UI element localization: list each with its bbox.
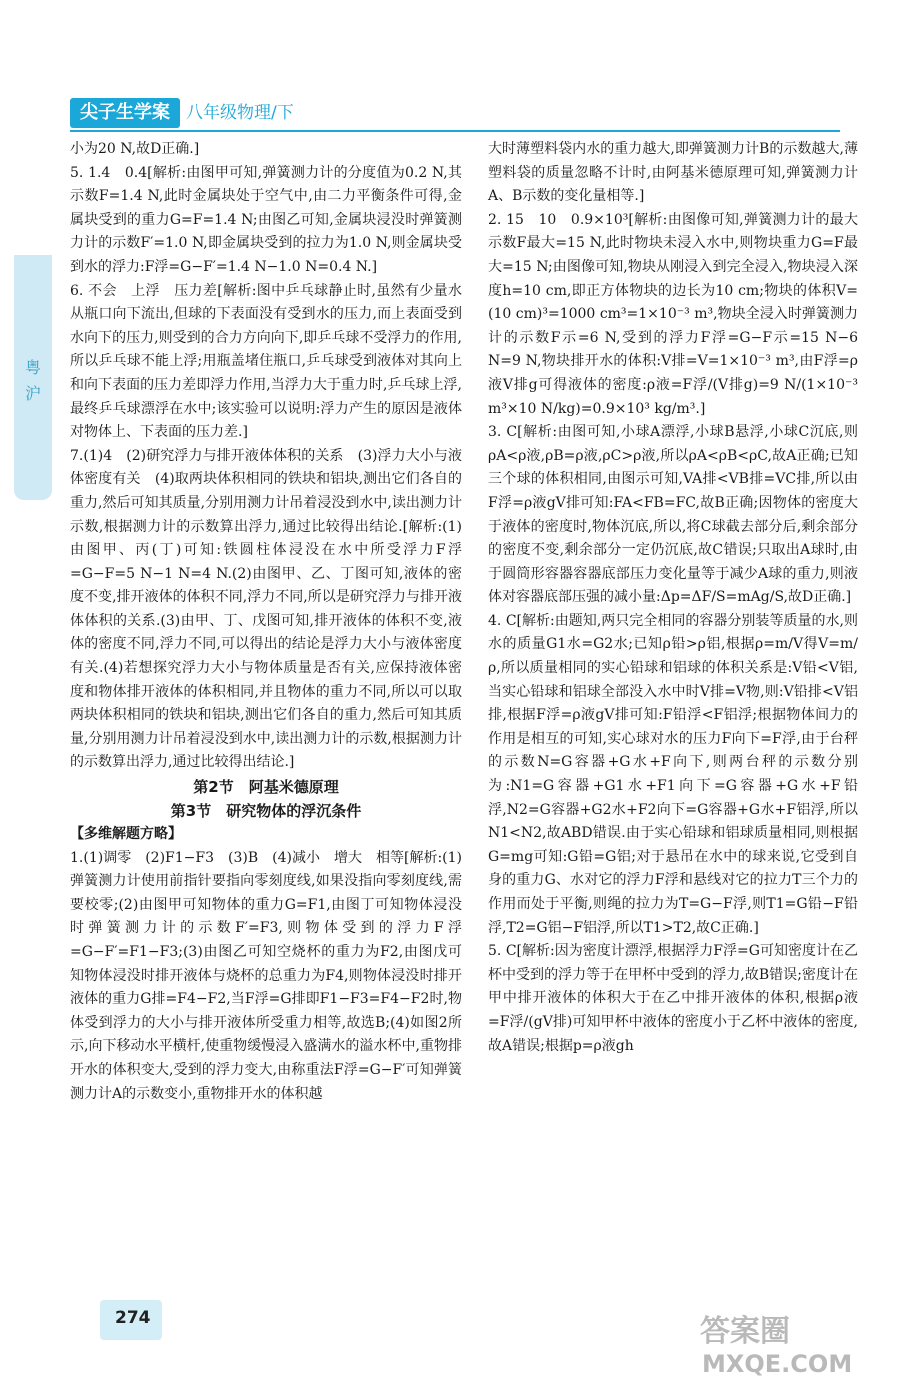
answer-5-right: 5. C[解析:因为密度计漂浮,根据浮力F浮=G可知密度计在乙杯中受到的浮力等于在甲杯中受到的浮力,故B错误;密度计在甲中排开液体的体积大于在乙中排开液体的体积,根据ρ液=F浮/(gV排)可知甲杯中液体的密度小于乙杯中液体的密度,故A错误;根据p=ρ液gh bbox=[488, 943, 858, 1054]
answer-1-continuation: 大时薄塑料袋内水的重力越大,即弹簧测力计B的示数越大,薄塑料袋的质量忽略不计时,由阿基米德原理可知,弹簧测力计A、B示数的变化量相等.] bbox=[488, 141, 858, 205]
answer-1: 1.(1)调零 (2)F1−F3 (3)B (4)减小 增大 相等[解析:(1)弹簧测力计使用前指针要指向零刻度线,如果没指向零刻度线,需要校零;(2)由图甲可知物体的重力G=F1,由图丁可知物体浸没时弹簧测力计的示数F′=F3,则物体受到的浮力F浮=G−F′=F1−F3;(3)由图乙可知空烧杯的重力为F2,由图戊可知物体浸没时排开液体与烧杯的总重力为F4,则物体浸没时排开液体的重力G排=F4−F2,当F浮=G排即F1−F3=F4−F2时,物体受到浮力的大小与排开液体所受重力相等,故选B;(4)如图2所示,向下移动水平横杆,使重物缓慢浸入盛满水的溢水杯中,重物排开水的体积变大,受到的浮力变大,由称重法F浮=G−F′可知弹簧测力计A的示数变小,重物排开水的体积越 bbox=[70, 849, 462, 1102]
answer-2: 2. 15 10 0.9×10³[解析:由图像可知,弹簧测力计的最大示数F最大=15 N,此时物块未浸入水中,则物块重力G=F最大=15 N;由图像可知,物块从刚浸入到完全浸入,物块浸入深度h=10 cm,即正方体物块的边长为10 cm;物块的体积V=(10 cm)³=1000 cm³=1×10⁻³ m³,物块全浸入时弹簧测力计的示数F示=6 N,受到的浮力F浮=G−F示=15 N−6 N=9 N,物块排开水的体积:V排=V=1×10⁻³ m³,由F浮=ρ液V排g可得液体的密度:ρ液=F浮/(V排g)=9 N/(1×10⁻³ m³×10 N/kg)=0.9×10³ kg/m³.] bbox=[488, 211, 858, 417]
side-tab-label: 粤沪 bbox=[24, 358, 41, 403]
book-brand: 尖子生学案 bbox=[70, 98, 180, 128]
book-subject: 八年级物理/下 bbox=[186, 103, 294, 123]
answer-4: 4. C[解析:由题知,两只完全相同的容器分别装等质量的水,则水的质量G1水=G2水;已知ρ铅>ρ铝,根据ρ=m/V得V=m/ρ,所以质量相同的实心铅球和铝球的体积关系是:V铅<V铝,当实心铅球和铝球全部没入水中时V排=V物,则:V铅排<V铝排,根据F浮=ρ液gV排可知:F铅浮<F铝浮;根据物体间力的作用是相互的可知,实心球对水的压力F向下=F浮,由于台秤的示数N=G容器+G水+F向下,则两台秤的示数分别为:N1=G容器+G1水+F1向下=G容器+G水+F铅浮,N2=G容器+G2水+F2向下=G容器+G水+F铝浮,所以N1<N2,故ABD错误.由于实心铅球和铝球质量相同,则根据G=mg可知:G铅=G铝;对于悬吊在水中的球来说,它受到自身的重力G、水对它的浮力F浮和悬线对它的拉力T三个力的作用而处于平衡,则绳的拉力为T=G−F浮,则T1=G铅−F铅浮,T2=G铝−F铝浮,所以T1>T2,故C正确.] bbox=[488, 612, 858, 936]
watermark-logo: 答案圈 bbox=[700, 1314, 790, 1349]
answer-7: 7.(1)4 (2)研究浮力与排开液体体积的关系 (3)浮力大小与液体密度有关 (4)取两块体积相同的铁块和铝块,测出它们各自的重力,然后可知其质量,分别用测力计吊着浸没到水中,读出测力计示数,根据测力计的示数算出浮力,通过比较得出结论.[解析:(1)由图甲、丙(丁)可知:铁圆柱体浸没在水中所受浮力F浮=G−F=5 N−1 N=4 N.(2)由图甲、乙、丁图可知,液体的密度不变,排开液体的体积不同,浮力不同,所以是研究浮力与排开液体体积的关系.(3)由甲、丁、戊图可知,排开液体的体积不变,液体的密度不同,浮力不同,可以得出的结论是浮力大小与液体密度有关.(4)若想探究浮力大小与物体质量是否有关,应保持液体密度和物体排开液体的体积相同,并且物体的重力不同,所以可以取两块体积相同的铁块和铝块,测出它们各自的重力,然后可知其质量,分别用测力计吊着浸没到水中,读出测力计的示数,根据测力计的示数算出浮力,通过比较得出结论.] bbox=[70, 447, 462, 771]
side-tab bbox=[14, 255, 52, 500]
answer-5: 5. 1.4 0.4[解析:由图甲可知,弹簧测力计的分度值为0.2 N,其示数F=1.4 N,此时金属块处于空气中,由二力平衡条件可得,金属块受到的重力G=F=1.4 N;由图乙可知,金属块浸没时弹簧测力计的示数F′=1.0 N,即金属块受到的拉力为1.0 N,则金属块受到水的浮力:F浮=G−F′=1.4 N−1.0 N=0.4 N.] bbox=[70, 164, 462, 275]
watermark-url: MXQE.COM bbox=[702, 1350, 853, 1378]
answer-3: 3. C[解析:由图可知,小球A漂浮,小球B悬浮,小球C沉底,则ρA<ρ液,ρB=ρ液,ρC>ρ液,所以ρA<ρB<ρC,故A正确;已知三个球的体积相同,由图示可知,VA排<VB排=VC排,所以由F浮=ρ液gV排可知:FA<FB=FC,故B正确;因物体的密度大于液体的密度时,物体沉底,所以,将C球截去部分后,剩余部分的密度不变,剩余部分一定仍沉底,故C错误;只取出A球时,由于圆筒形容器容器底部压力变化量等于减少A球的重力,则液体对容器底部压强的减小量:Δp=ΔF/S=mAg/S,故D正确.] bbox=[488, 424, 858, 606]
page-number: 274 bbox=[115, 1308, 151, 1328]
right-column bbox=[488, 138, 858, 1058]
section-title-2: 第2节 阿基米德原理 bbox=[193, 778, 339, 797]
left-column bbox=[70, 138, 462, 1106]
tip-heading: 【多维解题方略】 bbox=[70, 826, 182, 843]
section-title-3: 第3节 研究物体的浮沉条件 bbox=[170, 802, 362, 821]
answer-continuation: 小为20 N,故D正确.] bbox=[70, 141, 200, 157]
header-divider bbox=[70, 130, 840, 132]
answer-6: 6. 不会 上浮 压力差[解析:图中乒乓球静止时,虽然有少量水从瓶口向下流出,但球的下表面没有受到水的压力,而上表面受到水向下的压力,则受到的合力方向向下,即乒乓球不受浮力的作用,所以乒乓球不能上浮;用瓶盖堵住瓶口,乒乓球受到液体对其向上和向下表面的压力差即浮力作用,当浮力大于重力时,乒乓球上浮,最终乒乓球漂浮在水中;该实验可以说明:浮力产生的原因是液体对物体上、下表面的压力差.] bbox=[70, 282, 462, 441]
